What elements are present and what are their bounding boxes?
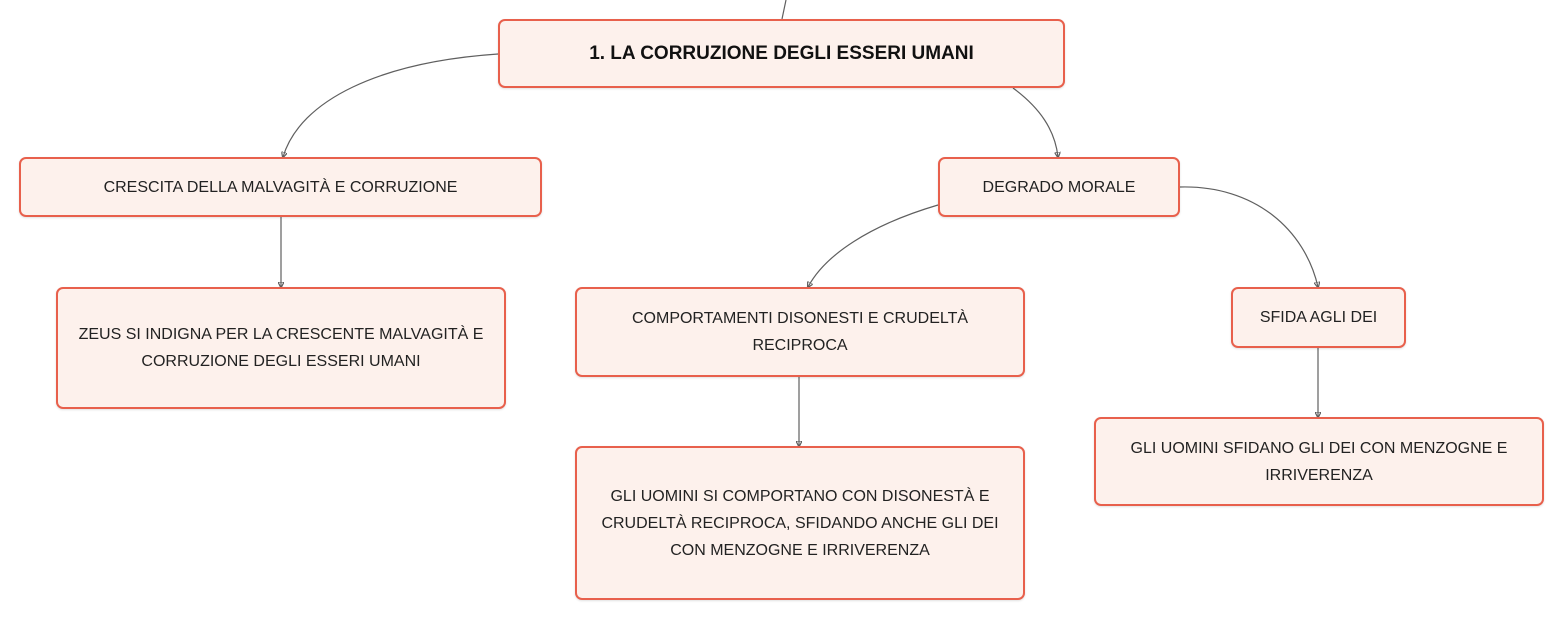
connector-degrado-to-comportamenti: [808, 205, 938, 287]
topic-crescita-malvagita-label: CRESCITA DELLA MALVAGITÀ E CORRUZIONE: [103, 178, 458, 196]
root-topic-label: 1. LA CORRUZIONE DEGLI ESSERI UMANI: [589, 43, 974, 64]
root-topic-node[interactable]: [498, 19, 1065, 88]
topic-degrado-morale-label: DEGRADO MORALE: [982, 178, 1136, 196]
topic-crescita-malvagita[interactable]: [19, 157, 542, 217]
topic-uomini-si-comportano[interactable]: [575, 446, 1025, 600]
connector-root-to-crescita: [283, 54, 498, 157]
topic-zeus-si-indigna-label: ZEUS SI INDIGNA PER LA CRESCENTE MALVAGITÀ E CORRUZIONE DEGLI ESSERI UMANI: [78, 326, 484, 370]
topic-uomini-si-comportano-label: GLI UOMINI SI COMPORTANO CON DISONESTÀ E CRUDELTÀ RECIPROCA, SFIDANDO ANCHE GLI DEI CON MENZOGNE E IRRIVERENZA: [601, 487, 999, 559]
topic-sfida-agli-dei-label: SFIDA AGLI DEI: [1259, 309, 1378, 326]
incoming-connector: [782, 0, 786, 19]
connector-root-to-degrado: [1013, 88, 1058, 157]
topic-uomini-sfidano-dei[interactable]: [1094, 417, 1544, 506]
topic-comportamenti-disonesti[interactable]: [575, 287, 1025, 377]
topic-comportamenti-disonesti-label: COMPORTAMENTI DISONESTI E CRUDELTÀ RECIPROCA: [631, 310, 969, 354]
topic-degrado-morale[interactable]: [938, 157, 1180, 217]
topic-zeus-si-indigna[interactable]: [56, 287, 506, 409]
topic-sfida-agli-dei[interactable]: [1231, 287, 1406, 348]
connector-degrado-to-sfida: [1180, 187, 1318, 287]
topic-uomini-sfidano-dei-label: GLI UOMINI SFIDANO GLI DEI CON MENZOGNE E IRRIVERENZA: [1130, 439, 1508, 484]
